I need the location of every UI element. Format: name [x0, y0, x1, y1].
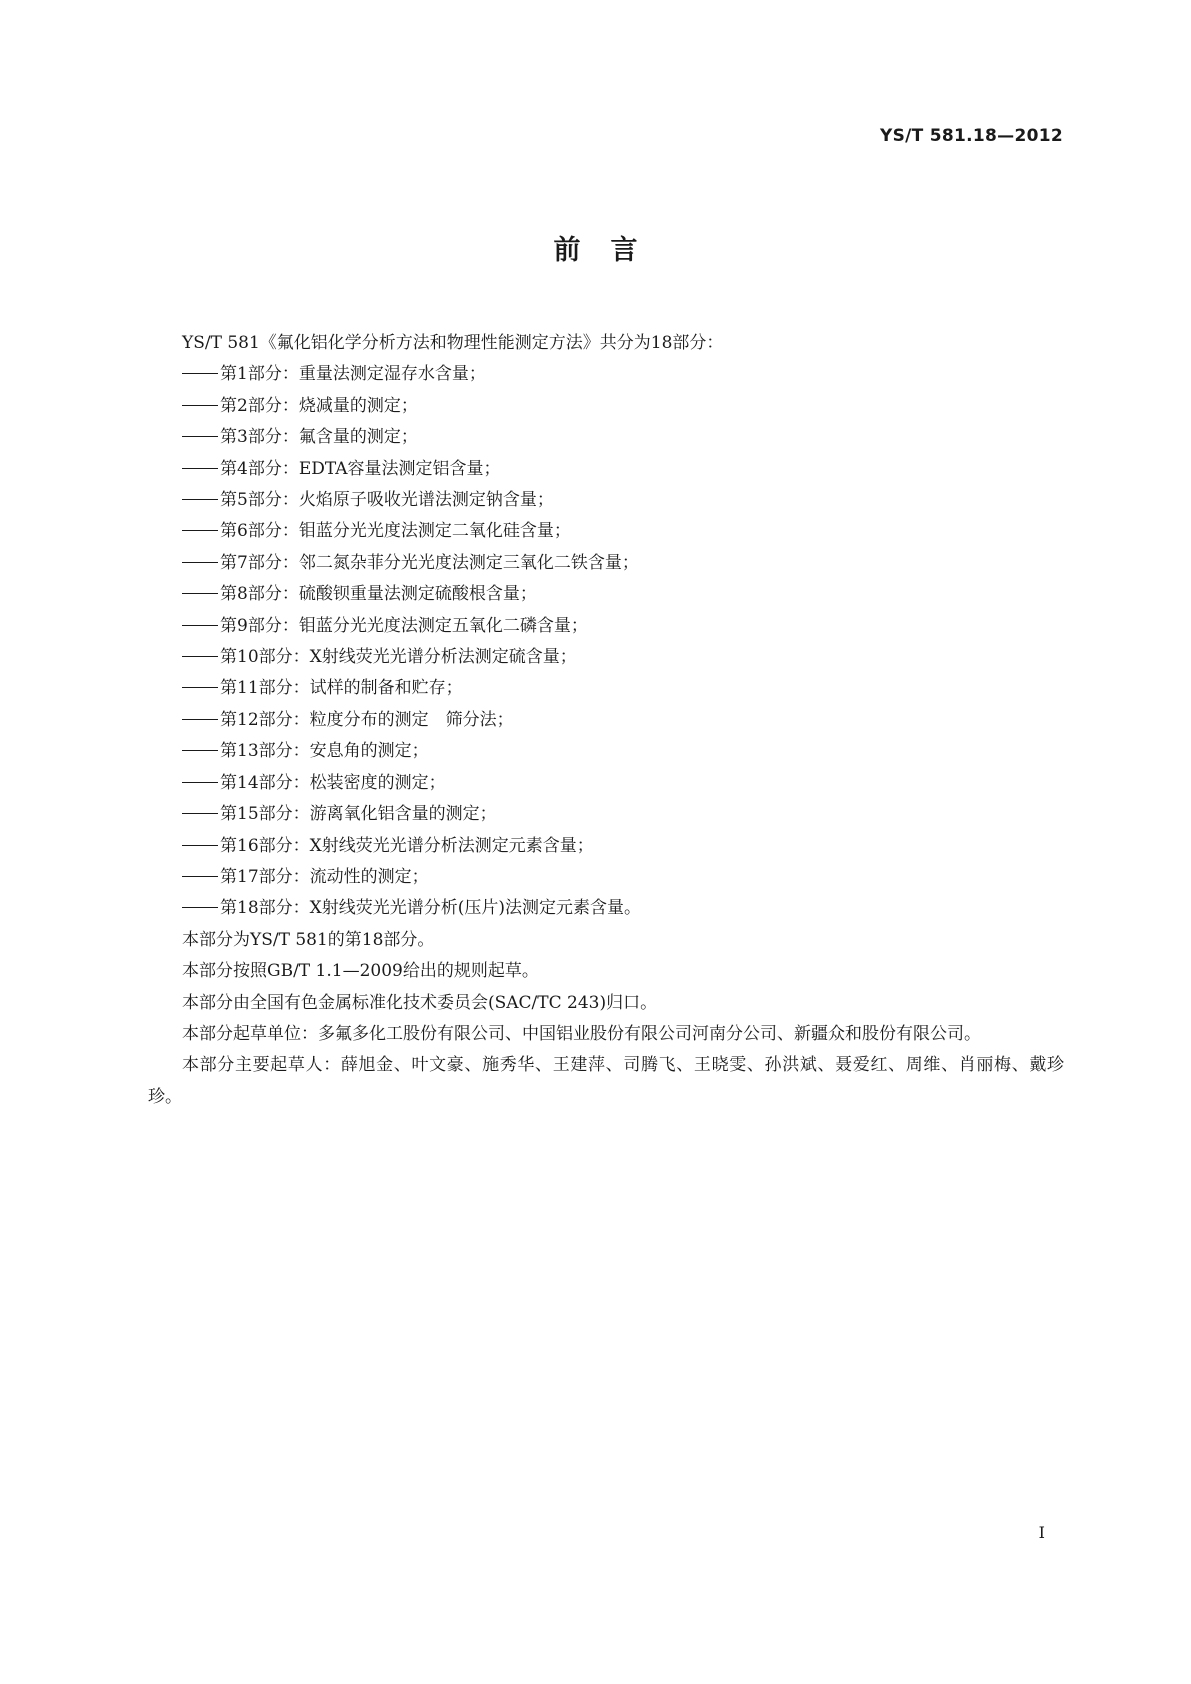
page-title: 前言 [553, 235, 668, 266]
list-item [148, 642, 1064, 673]
dash-mark [182, 468, 218, 469]
list-item [148, 831, 1064, 862]
part-label: 第14部分：松装密度的测定； [220, 772, 446, 793]
list-item [148, 705, 1064, 736]
part-label: 第3部分：氟含量的测定； [220, 427, 418, 448]
list-item [148, 736, 1064, 767]
dash-mark [182, 876, 218, 877]
list-item [148, 611, 1064, 642]
dash-mark [182, 405, 218, 406]
list-item [148, 799, 1064, 830]
list-item [148, 862, 1064, 893]
standard-code: YS/T 581.18—2012 [880, 126, 1063, 146]
part-label: 第8部分：硫酸钡重量法测定硫酸根含量； [220, 584, 537, 605]
page-number: I [1038, 1523, 1045, 1542]
main-drafters-statement: 本部分主要起草人：薛旭金、叶文豪、施秀华、王建萍、司腾飞、王晓雯、孙洪斌、聂爱红、周维、肖丽梅、戴珍珍。 [148, 1055, 1064, 1107]
part-label: 第10部分：X射线荧光光谱分析法测定硫含量； [220, 647, 577, 668]
list-item [148, 548, 1064, 579]
part-label: 第2部分：烧减量的测定； [220, 395, 418, 416]
dash-mark [182, 750, 218, 751]
dash-mark [182, 530, 218, 531]
dash-mark [182, 436, 218, 437]
dash-mark [182, 687, 218, 688]
part-label: 第17部分：流动性的测定； [220, 866, 429, 887]
centralized-by-statement: 本部分由全国有色金属标准化技术委员会(SAC/TC 243)归口。 [182, 992, 658, 1013]
dash-mark [182, 593, 218, 594]
foreword-body [148, 328, 1064, 1113]
parts-list [148, 359, 1064, 924]
dash-mark [182, 907, 218, 908]
dash-mark [182, 845, 218, 846]
part-label: 第15部分：游离氧化铝含量的测定； [220, 804, 497, 825]
part-label: 第9部分：钼蓝分光光度法测定五氧化二磷含量； [220, 615, 588, 636]
part-of-statement: 本部分为YS/T 581的第18部分。 [182, 929, 435, 950]
list-item [148, 359, 1064, 390]
dash-mark [182, 813, 218, 814]
part-label: 第7部分：邻二氮杂菲分光光度法测定三氧化二铁含量； [220, 552, 639, 573]
dash-mark [182, 782, 218, 783]
list-item [148, 391, 1064, 422]
part-label: 第1部分：重量法测定湿存水含量； [220, 364, 486, 385]
list-item [148, 673, 1064, 704]
dash-mark [182, 499, 218, 500]
dash-mark [182, 562, 218, 563]
list-item [148, 893, 1064, 924]
part-label: 第11部分：试样的制备和贮存； [220, 678, 463, 699]
part-label: 第13部分：安息角的测定； [220, 741, 429, 762]
drafting-units-statement: 本部分起草单位：多氟多化工股份有限公司、中国铝业股份有限公司河南分公司、新疆众和股份有限公司。 [182, 1023, 981, 1044]
part-label: 第18部分：X射线荧光光谱分析(压片)法测定元素含量。 [220, 898, 641, 919]
intro-paragraph: YS/T 581《氟化铝化学分析方法和物理性能测定方法》共分为18部分： [182, 333, 724, 353]
part-label: 第6部分：钼蓝分光光度法测定二氧化硅含量； [220, 521, 571, 542]
dash-mark [182, 719, 218, 720]
dash-mark [182, 625, 218, 626]
list-item [148, 579, 1064, 610]
drafting-rules-statement: 本部分按照GB/T 1.1—2009给出的规则起草。 [182, 961, 539, 982]
list-item [148, 516, 1064, 547]
part-label: 第16部分：X射线荧光光谱分析法测定元素含量； [220, 835, 594, 856]
dash-mark [182, 656, 218, 657]
part-label: 第4部分：EDTA容量法测定铝含量； [220, 458, 501, 479]
part-label: 第12部分：粒度分布的测定 筛分法； [220, 709, 514, 730]
list-item [148, 485, 1064, 516]
list-item [148, 422, 1064, 453]
dash-mark [182, 373, 218, 374]
part-label: 第5部分：火焰原子吸收光谱法测定钠含量； [220, 490, 554, 511]
list-item [148, 454, 1064, 485]
list-item [148, 768, 1064, 799]
